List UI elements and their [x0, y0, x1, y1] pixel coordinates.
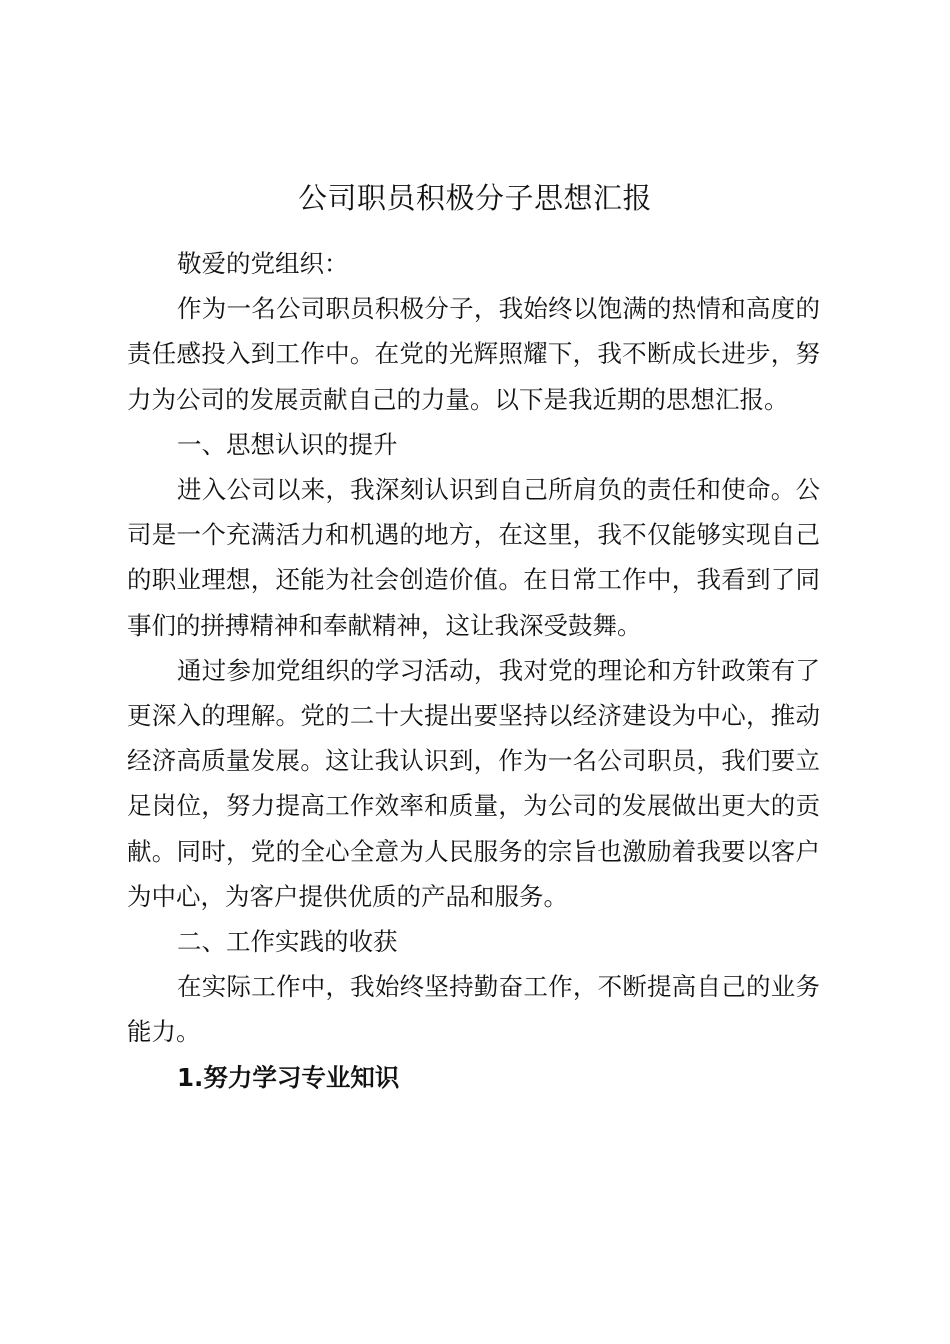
- paragraph-2: 通过参加党组织的学习活动，我对党的理论和方针政策有了更深入的理解。党的二十大提出要坚持以经济建设为中心，推动经济高质量发展。这让我认识到，作为一名公司职员，我们要立足岗位，努力提高工作效率和质量，为公司的发展做出更大的贡献。同时，党的全心全意为人民服务的宗旨也激励着我要以客户为中心，为客户提供优质的产品和服务。: [127, 655, 820, 911]
- document-title: 公司职员积极分子思想汇报: [297, 181, 652, 215]
- section-heading-2: 二、工作实践的收获: [177, 927, 398, 957]
- section-heading-1: 一、思想认识的提升: [177, 429, 398, 459]
- paragraph-intro: 作为一名公司职员积极分子，我始终以饱满的热情和高度的责任感投入到工作中。在党的光辉照耀下，我不断成长进步，努力为公司的发展贡献自己的力量。以下是我近期的思想汇报。: [127, 294, 820, 414]
- salutation: 敬爱的党组织：: [177, 249, 349, 278]
- paragraph-1: 进入公司以来，我深刻认识到自己所肩负的责任和使命。公司是一个充满活力和机遇的地方，在这里，我不仅能够实现自己的职业理想，还能为社会创造价值。在日常工作中，我看到了同事们的拼搏精神和奉献精神，这让我深受鼓舞。: [127, 475, 820, 640]
- subheading-1: 1.努力学习专业知识: [177, 1062, 400, 1092]
- document-body: [127, 241, 820, 1100]
- paragraph-3: 在实际工作中，我始终坚持勤奋工作，不断提高自己的业务能力。: [127, 972, 820, 1047]
